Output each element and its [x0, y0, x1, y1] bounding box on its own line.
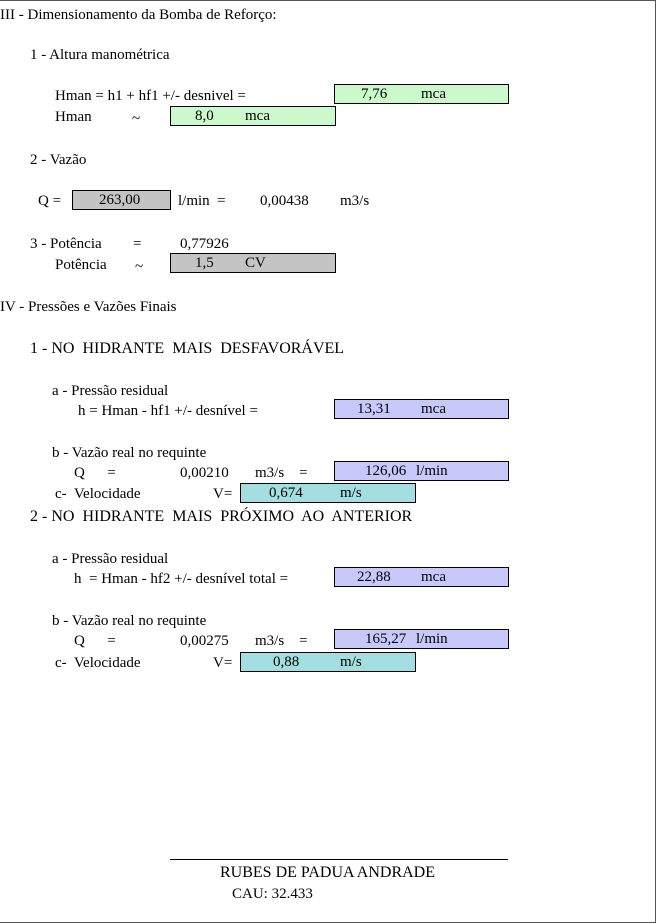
h2-q-label: Q =: [74, 633, 116, 649]
h1-vazao-heading: b - Vazão real no requinte: [52, 445, 207, 461]
h2-q-lmin: 165,27: [365, 631, 407, 647]
signature-registry: CAU: 32.433: [232, 886, 313, 902]
h1-q-unit: m3/s =: [255, 465, 308, 481]
vazao-q-label: Q =: [38, 193, 62, 209]
potencia-approx-label: Potência: [55, 257, 107, 273]
vazao-heading: 2 - Vazão: [30, 152, 87, 168]
h2-pressao-heading: a - Pressão residual: [52, 551, 169, 567]
altura-unit: mca: [421, 86, 446, 102]
vazao-q-value: 263,00: [99, 192, 141, 208]
h1-q-value: 0,00210: [180, 465, 229, 481]
hidrante2-heading: 2 - NO HIDRANTE MAIS PRÓXIMO AO ANTERIOR: [30, 508, 413, 525]
h1-q-label: Q =: [74, 465, 116, 481]
hidrante1-heading: 1 - NO HIDRANTE MAIS DESFAVORÁVEL: [30, 340, 345, 357]
potencia-approx-cell: [170, 253, 336, 273]
signature-name: RUBES DE PADUA ANDRADE: [220, 864, 435, 881]
altura-value: 7,76: [361, 86, 388, 102]
potencia-approx-unit: CV: [245, 255, 266, 271]
h2-pressao-formula: h = Hman - hf2 +/- desnível total =: [74, 571, 289, 587]
section4-title: IV - Pressões e Vazões Finais: [0, 299, 177, 315]
altura-heading: 1 - Altura manométrica: [30, 47, 170, 63]
potencia-approx-value: 1,5: [195, 255, 214, 271]
h2-vel-sym: V=: [213, 655, 233, 671]
h2-q-lmin-cell: [334, 629, 509, 649]
h2-q-value: 0,00275: [180, 633, 229, 649]
h2-pressao-unit: mca: [421, 569, 446, 585]
vazao-q-cell: [72, 190, 171, 210]
vazao-q-m3: 0,00438: [260, 193, 309, 209]
hman-approx-value: 8,0: [195, 108, 214, 124]
h1-pressao-value: 13,31: [357, 401, 391, 417]
h2-q-lmin-unit: l/min: [416, 631, 448, 647]
h2-vel-cell: [240, 652, 416, 672]
h1-q-lmin-unit: l/min: [416, 463, 448, 479]
signature-line: [170, 859, 508, 860]
h1-pressao-formula: h = Hman - hf1 +/- desnível =: [78, 403, 258, 419]
h2-pressao-cell: [334, 567, 509, 587]
h1-vel-label: c- Velocidade: [55, 486, 141, 502]
h2-pressao-value: 22,88: [357, 569, 391, 585]
h1-pressao-heading: a - Pressão residual: [52, 383, 169, 399]
h1-pressao-cell: [334, 399, 509, 419]
h1-q-lmin: 126,06: [365, 463, 407, 479]
hman-approx-unit: mca: [245, 108, 270, 124]
h1-vel-value: 0,674: [269, 485, 303, 501]
potencia-eq: =: [133, 236, 142, 252]
h2-vazao-heading: b - Vazão real no requinte: [52, 613, 207, 629]
vazao-q-m3-unit: m3/s: [340, 193, 370, 209]
h2-q-unit: m3/s =: [255, 633, 308, 649]
h1-pressao-unit: mca: [421, 401, 446, 417]
potencia-heading: 3 - Potência: [30, 236, 102, 252]
potencia-value: 0,77926: [180, 236, 229, 252]
hman-approx-sym: ~: [132, 111, 141, 127]
hman-approx-label: Hman: [55, 109, 92, 125]
potencia-approx-sym: ~: [135, 259, 144, 275]
hman-approx-cell: [170, 106, 336, 126]
altura-formula: Hman = h1 + hf1 +/- desnivel =: [55, 88, 246, 104]
altura-value-cell: [334, 84, 509, 104]
h2-vel-value: 0,88: [273, 654, 300, 670]
h1-vel-unit: m/s: [340, 485, 362, 501]
h1-q-lmin-cell: [334, 461, 509, 481]
section-title: III - Dimensionamento da Bomba de Reforço:: [0, 7, 277, 23]
h2-vel-label: c- Velocidade: [55, 655, 141, 671]
h2-vel-unit: m/s: [340, 654, 362, 670]
h1-vel-sym: V=: [213, 486, 233, 502]
vazao-q-unit: l/min =: [178, 193, 226, 209]
h1-vel-cell: [240, 483, 416, 503]
